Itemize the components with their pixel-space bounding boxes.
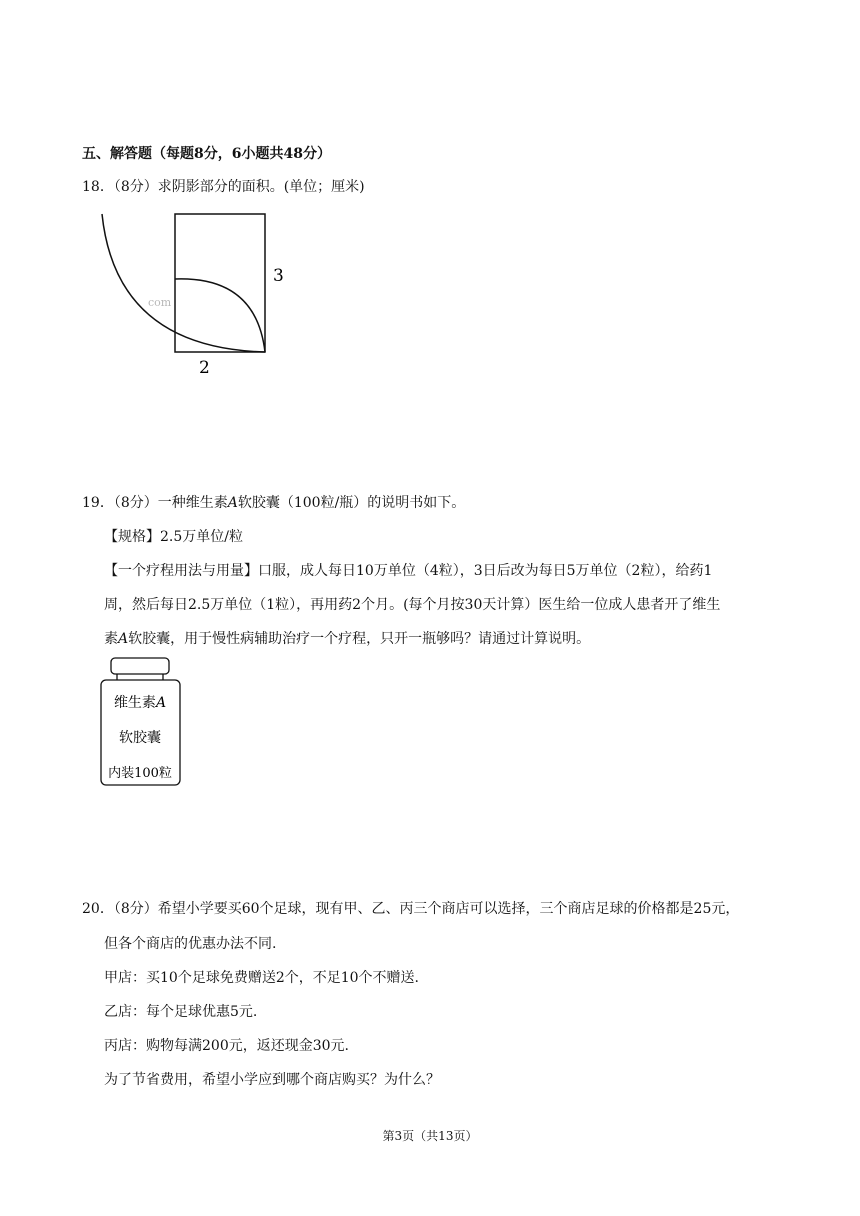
page-footer: 第3页（共13页） xyxy=(382,1129,478,1143)
figure-large-arc xyxy=(102,214,265,352)
question-18-figure xyxy=(96,208,296,380)
question-19-usage-line-1: 【一个疗程用法与用量】口服，成人每日10万单位（4粒），3日后改为每日5万单位（2粒），给药1 xyxy=(104,563,713,579)
question-19-usage-line-3-a: 素 xyxy=(104,631,118,647)
bottle-label-line-3: 内装100粒 xyxy=(108,766,172,781)
figure-label-3: 3 xyxy=(273,266,284,286)
question-19-usage-line-2: 周，然后每日2.5万单位（1粒），再用药2个月。(每个月按30天计算）医生给一位成人患者开了维生 xyxy=(104,597,721,613)
figure-label-2: 2 xyxy=(199,358,210,378)
vitamin-bottle-figure xyxy=(98,654,188,790)
question-19-stem-after: 软胶囊（100粒/瓶）的说明书如下。 xyxy=(237,495,466,511)
question-20-shop-b: 乙店：每个足球优惠5元. xyxy=(104,1004,258,1020)
question-19-usage-line-3-var: A xyxy=(118,631,129,647)
figure-watermark: com xyxy=(148,296,172,309)
question-18-stem: 18．（8分）求阴影部分的面积。(单位；厘米) xyxy=(82,179,365,195)
figure-rectangle xyxy=(175,214,265,352)
bottle-cap xyxy=(111,658,169,674)
question-19-stem-var: A xyxy=(227,495,238,511)
question-19-spec: 【规格】2.5万单位/粒 xyxy=(104,529,243,545)
figure-small-arc xyxy=(175,279,265,352)
question-19-usage-line-3-b: 软胶囊，用于慢性病辅助治疗一个疗程，只开一瓶够吗？请通过计算说明。 xyxy=(128,631,591,647)
bottle-label-line-1 xyxy=(114,694,166,711)
question-20-line-2: 但各个商店的优惠办法不同. xyxy=(104,936,277,952)
bottle-label-line-1-text: 维生素 xyxy=(113,695,156,711)
bottle-label-line-1-var: A xyxy=(155,695,167,711)
question-20-shop-a: 甲店：买10个足球免费赠送2个，不足10个不赠送. xyxy=(104,970,419,986)
question-20-question: 为了节省费用，希望小学应到哪个商店购买？为什么？ xyxy=(104,1072,440,1088)
question-19-stem xyxy=(82,493,465,513)
question-20-shop-c: 丙店：购物每满200元，返还现金30元. xyxy=(104,1038,349,1054)
question-19-stem-before: 19．（8分）一种维生素 xyxy=(82,495,228,511)
bottle-label-line-2: 软胶囊 xyxy=(119,730,161,746)
question-20-line-1: 20．（8分）希望小学要买60个足球，现有甲、乙、丙三个商店可以选择，三个商店足球的价格都是25元， xyxy=(82,901,740,917)
section-title: 五、解答题（每题8分，6小题共48分） xyxy=(82,146,331,162)
question-19-usage-line-3 xyxy=(104,629,590,649)
